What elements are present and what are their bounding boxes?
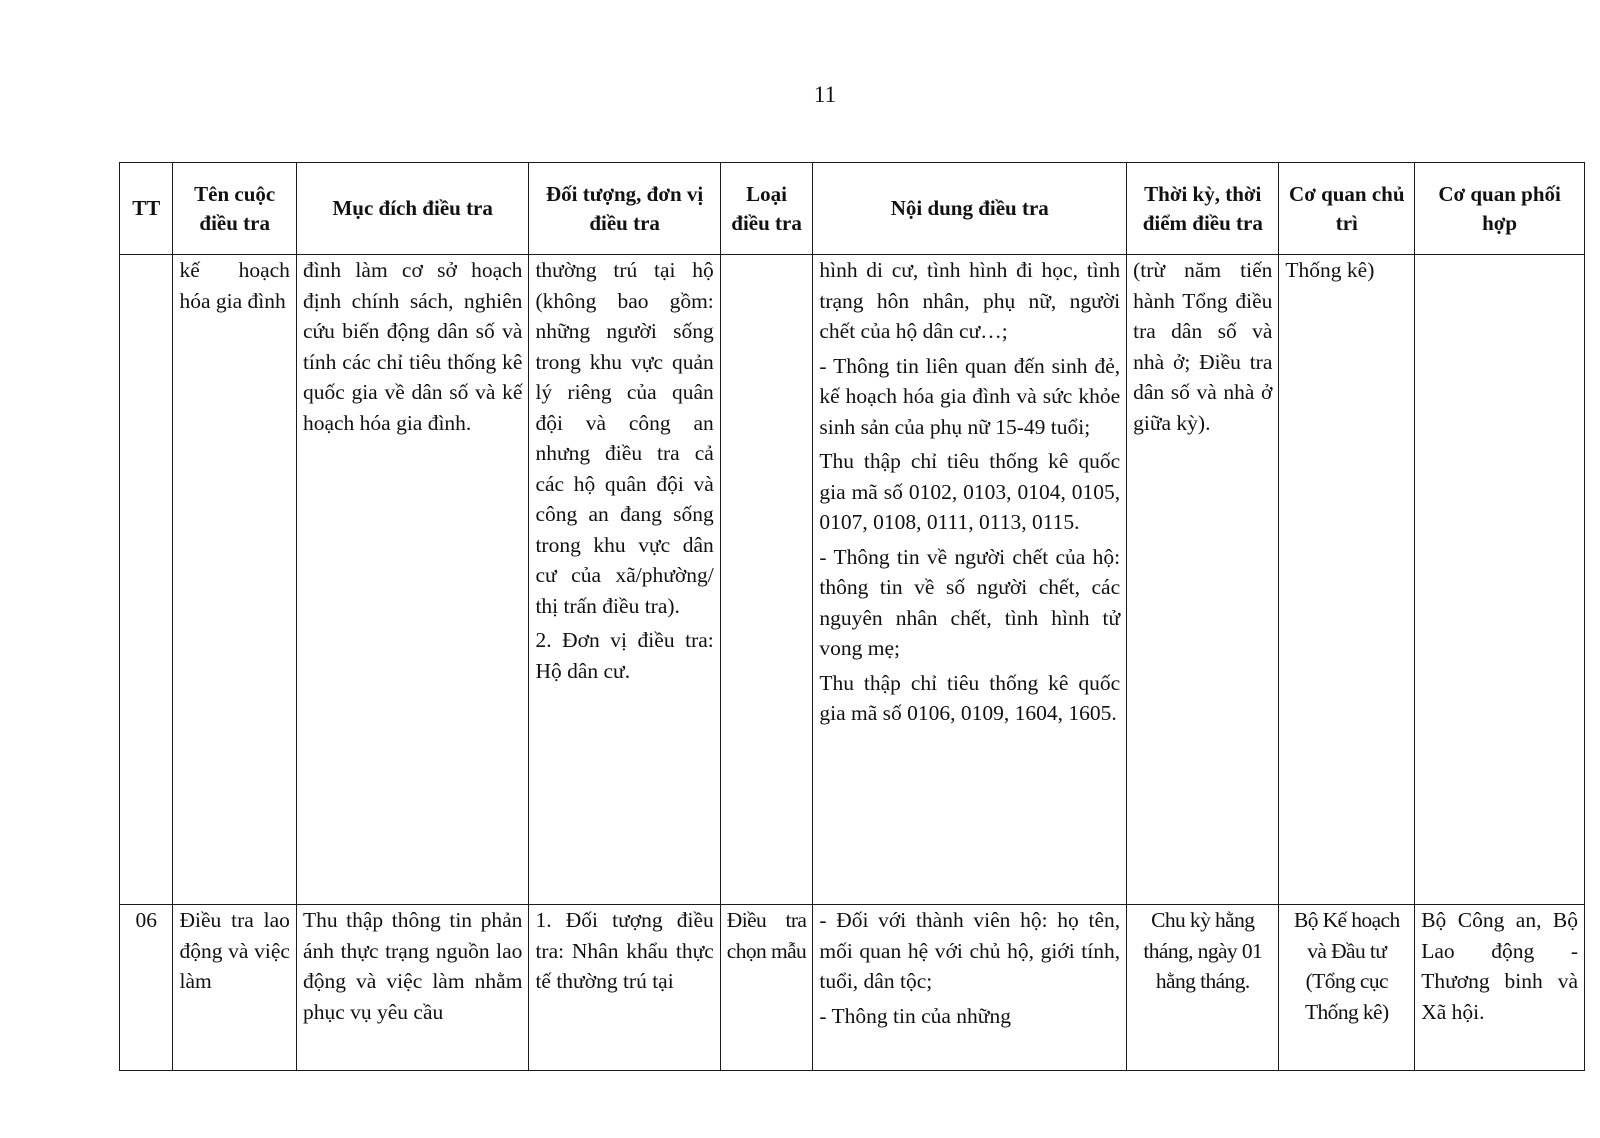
- table-row-06: [120, 905, 1585, 1071]
- cell-ten-text: kế hoạch hóa gia đình: [179, 258, 290, 313]
- cell-noi-dung-text-3: Thu thập chỉ tiêu thống kê quốc gia mã số 0102, 0103, 0104, 0105, 0107, 0108, 0111, 0113, 0115.: [819, 449, 1121, 534]
- header-muc-dich: Mục đích điều tra: [296, 163, 529, 255]
- cell-ten: [173, 905, 296, 1071]
- cell-noi-dung-text-4: - Thông tin về người chết của hộ: thông tin về số người chết, các nguyên nhân chết, tình hình tử vong mẹ;: [819, 544, 1121, 660]
- cell-chu-tri-text: Thống kê): [1285, 258, 1375, 282]
- cell-doi-tuong: [529, 905, 720, 1071]
- cell-ten: [173, 255, 296, 905]
- cell-chu-tri: [1279, 255, 1415, 905]
- cell-noi-dung-text-1: - Đối với thành viên hộ: họ tên, mối quan hệ với chủ hộ, giới tính, tuổi, dân tộc;: [819, 908, 1121, 993]
- header-doi-tuong: Đối tượng, đơn vị điều tra: [529, 163, 720, 255]
- cell-muc-dich: [296, 255, 529, 905]
- cell-thoi-ky: [1127, 905, 1279, 1071]
- cell-noi-dung-text-2: - Thông tin của những: [819, 1003, 1011, 1028]
- cell-tt: [120, 255, 173, 905]
- cell-noi-dung: [813, 255, 1127, 905]
- survey-table: [119, 162, 1585, 1071]
- cell-ten-text: Điều tra lao động và việc làm: [179, 908, 290, 993]
- header-ten-cuoc-dieu-tra: Tên cuộc điều tra: [173, 163, 296, 255]
- cell-phoi-hop: [1415, 905, 1585, 1071]
- cell-noi-dung-text-2: - Thông tin liên quan đến sinh đẻ, kế hoạch hóa gia đình và sức khỏe sinh sản của phụ nữ 15-49 tuổi;: [819, 353, 1121, 439]
- cell-loai: [720, 255, 813, 905]
- cell-noi-dung-text-1: hình di cư, tình hình đi học, tình trạng hôn nhân, phụ nữ, người chết của hộ dân cư…;: [819, 258, 1121, 343]
- cell-chu-tri: [1279, 905, 1415, 1071]
- cell-phoi-hop: [1415, 255, 1585, 905]
- table-row-continued: [120, 255, 1585, 905]
- cell-doi-tuong-text-1: thường trú tại hộ (không bao gồm: những người sống trong khu vực quản lý riêng của quân đội và công an nhưng điều tra cả các hộ quân đội và công an đang sống trong khu vực dân cư của xã/phường/ thị trấn điều tra).: [535, 258, 714, 618]
- cell-chu-tri-text: Bộ Kế hoạch và Đầu tư (Tổng cục Thống kê): [1293, 908, 1400, 1024]
- cell-doi-tuong-text-2: 2. Đơn vị điều tra: Hộ dân cư.: [535, 628, 714, 683]
- cell-loai-text: Điều tra chọn mẫu: [726, 908, 807, 963]
- cell-doi-tuong-text: 1. Đối tượng điều tra: Nhân khẩu thực tế thường trú tại: [535, 908, 714, 993]
- header-co-quan-chu-tri: Cơ quan chủ trì: [1279, 163, 1415, 255]
- header-thoi-ky: Thời kỳ, thời điểm điều tra: [1127, 163, 1279, 255]
- cell-tt: 06: [120, 905, 173, 1071]
- cell-noi-dung: [813, 905, 1127, 1071]
- page-number: 11: [813, 82, 837, 107]
- table-header-row: [120, 163, 1585, 255]
- cell-muc-dich: [296, 905, 529, 1071]
- cell-noi-dung-text-5: Thu thập chỉ tiêu thống kê quốc gia mã số 0106, 0109, 1604, 1605.: [819, 670, 1121, 725]
- cell-phoi-hop-text: Bộ Công an, Bộ Lao động - Thương binh và Xã hội.: [1421, 908, 1578, 1024]
- header-co-quan-phoi-hop: Cơ quan phối hợp: [1415, 163, 1585, 255]
- header-loai-dieu-tra: Loại điều tra: [720, 163, 813, 255]
- header-noi-dung: Nội dung điều tra: [813, 163, 1127, 255]
- cell-thoi-ky: [1127, 255, 1279, 905]
- cell-thoi-ky-text: (trừ năm tiến hành Tổng điều tra dân số và nhà ở; Điều tra dân số và nhà ở giữa kỳ).: [1133, 258, 1273, 435]
- cell-thoi-ky-text: Chu kỳ hằng tháng, ngày 01 hằng tháng.: [1143, 908, 1263, 993]
- cell-doi-tuong: [529, 255, 720, 905]
- cell-muc-dich-text: Thu thập thông tin phản ánh thực trạng nguồn lao động và việc làm nhằm phục vụ yêu cầu: [302, 908, 523, 1024]
- cell-muc-dich-text: đình làm cơ sở hoạch định chính sách, nghiên cứu biến động dân số và tính các chỉ tiêu thống kê quốc gia về dân số và kế hoạch hóa gia đình.: [302, 258, 523, 435]
- cell-loai: [720, 905, 813, 1071]
- header-tt: TT: [120, 163, 173, 255]
